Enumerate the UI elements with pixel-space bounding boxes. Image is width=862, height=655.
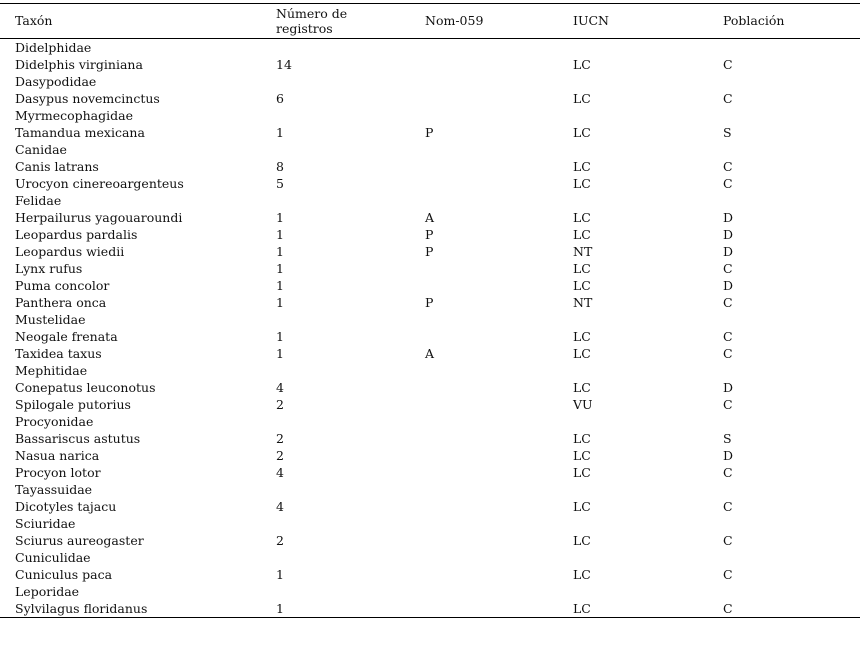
cell-taxon: Lynx rufus: [15, 261, 83, 276]
table-row: [0, 464, 860, 481]
cell-iucn: LC: [573, 431, 591, 446]
family-row: [0, 515, 860, 532]
cell-population: C: [723, 533, 733, 548]
cell-taxon: Spilogale putorius: [15, 397, 131, 412]
cell-records: 1: [276, 261, 284, 276]
table-row: [0, 158, 860, 175]
table-row: [0, 430, 860, 447]
header-iucn: IUCN: [573, 13, 609, 28]
cell-taxon: Dasypus novemcinctus: [15, 91, 160, 106]
cell-records: 1: [276, 601, 284, 616]
cell-taxon: Didelphis virginiana: [15, 57, 143, 72]
family-row: [0, 413, 860, 430]
cell-taxon: Dicotyles tajacu: [15, 499, 117, 514]
cell-iucn: LC: [573, 91, 591, 106]
cell-records: 2: [276, 533, 284, 548]
cell-nom: P: [425, 227, 434, 242]
table-row: [0, 600, 860, 617]
cell-records: 1: [276, 227, 284, 242]
family-row: [0, 107, 860, 124]
header-nom: Nom-059: [425, 13, 484, 28]
family-row: [0, 192, 860, 209]
cell-records: 1: [276, 346, 284, 361]
cell-taxon: Felidae: [15, 193, 62, 208]
table-row: [0, 328, 860, 345]
header-records-line1: Número de: [276, 6, 348, 21]
cell-taxon: Canidae: [15, 142, 67, 157]
cell-population: C: [723, 346, 733, 361]
cell-iucn: LC: [573, 125, 591, 140]
cell-iucn: LC: [573, 499, 591, 514]
table-row: [0, 345, 860, 362]
cell-taxon: Myrmecophagidae: [15, 108, 133, 123]
cell-taxon: Bassariscus astutus: [15, 431, 141, 446]
cell-records: 1: [276, 295, 284, 310]
cell-iucn: LC: [573, 380, 591, 395]
cell-iucn: LC: [573, 210, 591, 225]
table-row: [0, 226, 860, 243]
cell-iucn: LC: [573, 465, 591, 480]
cell-taxon: Mustelidae: [15, 312, 86, 327]
cell-taxon: Conepatus leuconotus: [15, 380, 156, 395]
cell-population: D: [723, 380, 734, 395]
cell-taxon: Cuniculidae: [15, 550, 91, 565]
cell-population: C: [723, 176, 733, 191]
cell-iucn: NT: [573, 244, 593, 259]
cell-iucn: NT: [573, 295, 593, 310]
cell-iucn: LC: [573, 159, 591, 174]
cell-population: C: [723, 57, 733, 72]
cell-records: 2: [276, 431, 284, 446]
table-row: [0, 294, 860, 311]
header-taxon: Taxón: [15, 13, 53, 28]
table-row: [0, 243, 860, 260]
cell-population: C: [723, 567, 733, 582]
family-row: [0, 549, 860, 566]
cell-records: 4: [276, 380, 284, 395]
cell-records: 1: [276, 567, 284, 582]
cell-population: D: [723, 244, 734, 259]
cell-records: 1: [276, 125, 284, 140]
cell-nom: P: [425, 125, 434, 140]
table-row: [0, 175, 860, 192]
cell-taxon: Procyon lotor: [15, 465, 101, 480]
table-row: [0, 379, 860, 396]
table-row: [0, 566, 860, 583]
cell-taxon: Canis latrans: [15, 159, 99, 174]
cell-population: S: [723, 431, 732, 446]
cell-population: C: [723, 465, 733, 480]
table-row: [0, 498, 860, 515]
cell-population: C: [723, 159, 733, 174]
cell-records: 1: [276, 278, 284, 293]
top-rule: [0, 3, 860, 4]
family-row: [0, 141, 860, 158]
cell-records: 1: [276, 244, 284, 259]
cell-records: 6: [276, 91, 284, 106]
cell-iucn: LC: [573, 601, 591, 616]
cell-records: 1: [276, 210, 284, 225]
cell-taxon: Leporidae: [15, 584, 80, 599]
cell-iucn: LC: [573, 227, 591, 242]
cell-records: 14: [276, 57, 292, 72]
cell-iucn: LC: [573, 567, 591, 582]
table-row: [0, 90, 860, 107]
cell-population: C: [723, 499, 733, 514]
table-row: [0, 260, 860, 277]
cell-population: C: [723, 329, 733, 344]
cell-records: 2: [276, 448, 284, 463]
cell-taxon: Leopardus pardalis: [15, 227, 138, 242]
cell-taxon: Urocyon cinereoargenteus: [15, 176, 184, 191]
cell-records: 8: [276, 159, 284, 174]
family-row: [0, 362, 860, 379]
family-row: [0, 39, 860, 56]
table-row: [0, 56, 860, 73]
cell-iucn: VU: [573, 397, 593, 412]
cell-nom: A: [425, 210, 435, 225]
bottom-rule: [0, 617, 860, 618]
cell-iucn: LC: [573, 278, 591, 293]
cell-taxon: Dasypodidae: [15, 74, 97, 89]
cell-population: D: [723, 448, 734, 463]
cell-nom: P: [425, 295, 434, 310]
table-row: [0, 209, 860, 226]
table-row: [0, 396, 860, 413]
cell-taxon: Taxidea taxus: [15, 346, 102, 361]
cell-taxon: Puma concolor: [15, 278, 110, 293]
cell-taxon: Tayassuidae: [15, 482, 93, 497]
cell-nom: P: [425, 244, 434, 259]
cell-taxon: Cuniculus paca: [15, 567, 113, 582]
cell-records: 1: [276, 329, 284, 344]
table-row: [0, 124, 860, 141]
cell-taxon: Sylvilagus floridanus: [15, 601, 148, 616]
family-row: [0, 73, 860, 90]
cell-nom: A: [425, 346, 435, 361]
cell-taxon: Sciuridae: [15, 516, 76, 531]
cell-taxon: Nasua narica: [15, 448, 100, 463]
cell-iucn: LC: [573, 346, 591, 361]
cell-population: D: [723, 278, 734, 293]
cell-taxon: Neogale frenata: [15, 329, 118, 344]
cell-population: C: [723, 397, 733, 412]
family-row: [0, 481, 860, 498]
cell-records: 2: [276, 397, 284, 412]
table-row: [0, 277, 860, 294]
cell-taxon: Herpailurus yagouaroundi: [15, 210, 183, 225]
cell-taxon: Procyonidae: [15, 414, 94, 429]
cell-iucn: LC: [573, 261, 591, 276]
header-population: Población: [723, 13, 785, 28]
cell-population: C: [723, 91, 733, 106]
cell-iucn: LC: [573, 329, 591, 344]
cell-population: D: [723, 210, 734, 225]
cell-taxon: Leopardus wiedii: [15, 244, 125, 259]
family-row: [0, 583, 860, 600]
cell-population: D: [723, 227, 734, 242]
cell-records: 5: [276, 176, 284, 191]
cell-population: S: [723, 125, 732, 140]
cell-taxon: Tamandua mexicana: [15, 125, 145, 140]
header-records-line2: registros: [276, 21, 333, 36]
cell-taxon: Didelphidae: [15, 40, 92, 55]
cell-records: 4: [276, 465, 284, 480]
cell-iucn: LC: [573, 57, 591, 72]
cell-population: C: [723, 261, 733, 276]
cell-taxon: Mephitidae: [15, 363, 88, 378]
family-row: [0, 311, 860, 328]
cell-iucn: LC: [573, 176, 591, 191]
cell-taxon: Sciurus aureogaster: [15, 533, 144, 548]
table-row: [0, 447, 860, 464]
cell-iucn: LC: [573, 533, 591, 548]
cell-population: C: [723, 601, 733, 616]
table-row: [0, 532, 860, 549]
cell-iucn: LC: [573, 448, 591, 463]
cell-taxon: Panthera onca: [15, 295, 107, 310]
cell-records: 4: [276, 499, 284, 514]
cell-population: C: [723, 295, 733, 310]
